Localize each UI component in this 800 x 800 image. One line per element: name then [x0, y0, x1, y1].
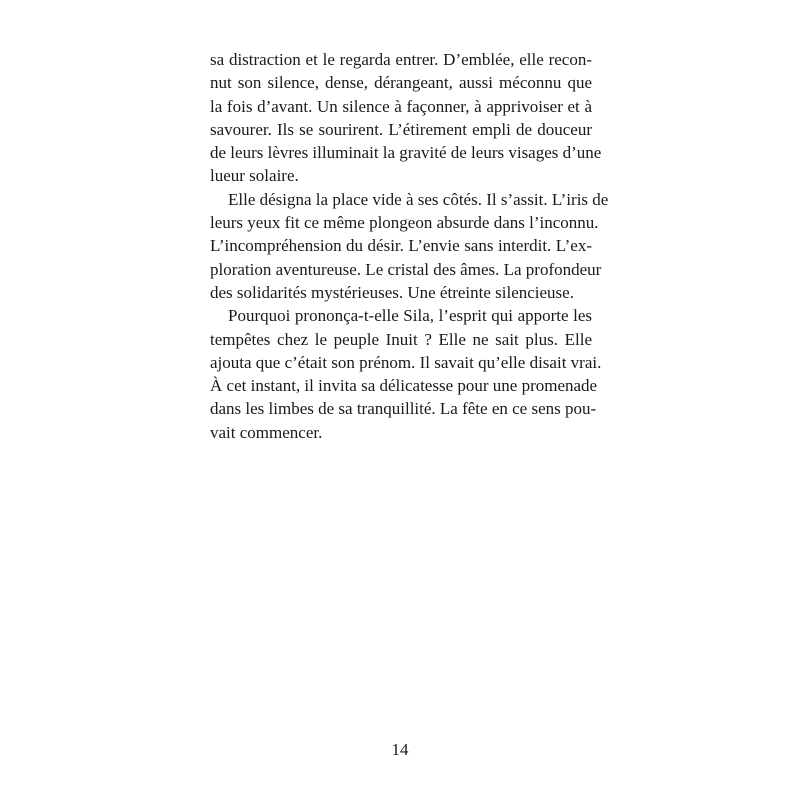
paragraph-3: [210, 304, 602, 444]
paragraph-2: [210, 188, 609, 304]
text-line: ploration aventureuse. Le cristal des âmes. La profondeur: [210, 259, 602, 279]
text-line: Elle désigna la place vide à ses côtés. Il s’assit. L’iris de: [228, 189, 609, 209]
text-line: L’incompréhension du désir. L’envie sans interdit. L’ex-: [210, 236, 592, 256]
text-line: lueur solaire.: [210, 166, 299, 186]
text-line: Pourquoi prononça-t-elle Sila, l’esprit qui apporte les: [228, 306, 592, 326]
text-line: la fois d’avant. Un silence à façonner, à apprivoiser et à: [210, 96, 592, 116]
text-line: de leurs lèvres illuminait la gravité de leurs visages d’une: [210, 143, 602, 163]
text-line: sa distraction et le regarda entrer. D’emblée, elle recon-: [210, 50, 592, 69]
text-line: savourer. Ils se sourirent. L’étirement empli de douceur: [210, 119, 592, 139]
text-line: des solidarités mystérieuses. Une étreinte silencieuse.: [210, 282, 574, 302]
text-line: tempêtes chez le peuple Inuit ? Elle ne sait plus. Elle: [210, 329, 592, 349]
text-line: vait commencer.: [210, 422, 323, 442]
text-line: nut son silence, dense, dérangeant, aussi méconnu que: [210, 73, 592, 93]
body-text: [210, 48, 609, 444]
text-line: À cet instant, il invita sa délicatesse pour une promenade: [210, 376, 598, 396]
paragraph-1: [210, 48, 602, 188]
text-line: ajouta que c’était son prénom. Il savait qu’elle disait vrai.: [210, 352, 602, 372]
text-line: leurs yeux fit ce même plongeon absurde dans l’inconnu.: [210, 213, 599, 233]
page-number: 14: [391, 740, 409, 759]
text-line: dans les limbes de sa tranquillité. La fête en ce sens pou-: [210, 399, 597, 419]
